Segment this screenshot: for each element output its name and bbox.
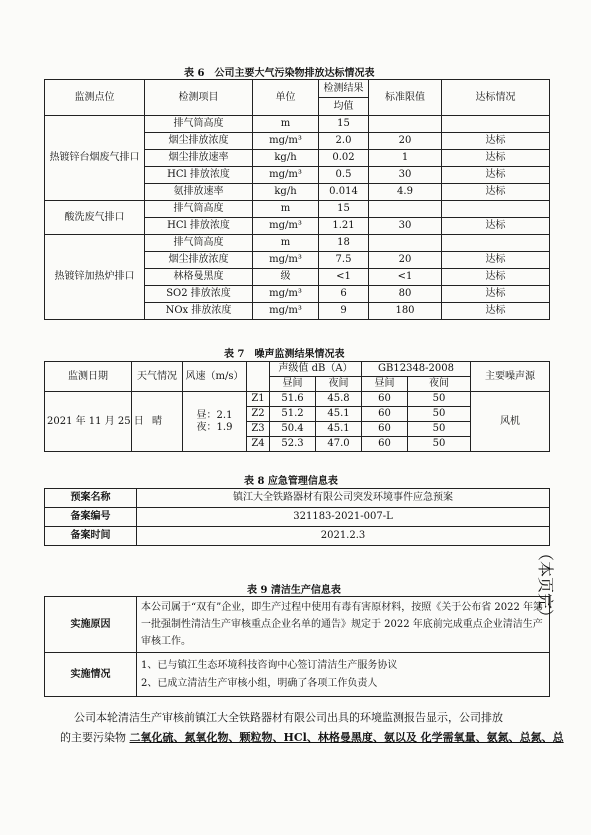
t7-h-std-night: 夜间: [408, 377, 471, 392]
t7-level-night: 47.0: [316, 437, 362, 452]
t6-value: 18: [319, 235, 369, 252]
th-mean: 均值: [319, 98, 369, 116]
t7-level-night: 45.1: [316, 407, 362, 422]
t6-limit: 30: [369, 167, 442, 184]
t9-status-1: 1、已与镇江生态环境科技咨询中心签订清洁生产服务协议: [141, 659, 398, 671]
t6-item: 林格曼黑度: [145, 269, 253, 286]
t7-h-date: 监测日期: [45, 362, 132, 392]
t8-value: 2021.2.3: [137, 527, 550, 546]
t7-h-level: 声级值 dB（A）: [270, 362, 362, 377]
t6-status: 达标: [442, 133, 550, 150]
t7-h-day: 昼间: [270, 377, 316, 392]
side-handwritten-note: （本页完）: [536, 545, 555, 626]
t7-point: Z3: [247, 422, 270, 437]
t7-h-std-day: 昼间: [362, 377, 408, 392]
th-location: 监测点位: [45, 80, 145, 116]
th-limit: 标准限值: [369, 80, 442, 116]
t6-item: 排气筒高度: [145, 235, 253, 252]
table6-caption: 表 6 公司主要大气污染物排放达标情况表: [184, 68, 375, 79]
para-line-2-b: 二氧化硫、氮氧化物、颗粒物、HCl、林格曼黑度、氨以及 化学需氧量、氨氮、总氮、总: [129, 731, 564, 744]
t6-status: 达标: [442, 184, 550, 201]
table9-caption: 表 9 清洁生产信息表: [247, 585, 341, 596]
t6-item: HCl 排放浓度: [145, 218, 253, 235]
t6-item: 烟尘排放浓度: [145, 133, 253, 150]
t6-item: 排气筒高度: [145, 201, 253, 218]
t6-item: 氨排放速率: [145, 184, 253, 201]
table7: [44, 361, 550, 452]
t6-value: 15: [319, 116, 369, 133]
t6-value: 7.5: [319, 252, 369, 269]
t6-unit: mg/m³: [253, 252, 319, 269]
t7-std-day: 60: [362, 407, 408, 422]
t7-level-night: 45.1: [316, 422, 362, 437]
t7-std-day: 60: [362, 437, 408, 452]
para-line-1: 公司本轮清洁生产审核前镇江大全铁路器材有限公司出具的环境监测报告显示，公司排放: [74, 711, 503, 724]
t7-wind-night: 夜：1.9: [196, 421, 233, 433]
t6-limit: [369, 116, 442, 133]
th-result: 检测结果: [319, 80, 369, 98]
body-paragraph: [60, 708, 564, 748]
t7-std-night: 50: [408, 422, 471, 437]
t7-std-day: 60: [362, 422, 408, 437]
t7-date: 2021 年 11 月 25 日: [45, 392, 132, 452]
th-unit: 单位: [253, 80, 319, 116]
t6-location-group3: 热镀锌加热炉排口: [45, 235, 145, 320]
t8-row: [45, 508, 550, 527]
t6-unit: kg/h: [253, 150, 319, 167]
t6-limit: 20: [369, 252, 442, 269]
t8-row: [45, 527, 550, 546]
t9-status-2: 2、已成立清洁生产审核小组，明确了各项工作负责人: [141, 677, 378, 689]
t7-level-day: 51.2: [270, 407, 316, 422]
para-line-2: [60, 728, 564, 748]
t6-value: 6: [319, 286, 369, 303]
t6-limit: 80: [369, 286, 442, 303]
para-line-2-a: 的主要污染物: [60, 731, 126, 744]
t7-h-std: GB12348-2008: [362, 362, 471, 377]
t9-reason-text: 本公司属于“双有”企业，即生产过程中使用有毒有害原材料，按照《关于公布省 2022 年第一批强制性清洁生产审核重点企业名单的通告》规定于 2022 年底前完成重点企业清洁生产审核工作。: [137, 597, 550, 653]
t6-row: [45, 201, 550, 218]
t6-location-group2: 酸洗废气排口: [45, 201, 145, 235]
t6-value: 0.014: [319, 184, 369, 201]
t7-h-night: 夜间: [316, 377, 362, 392]
t6-unit: kg/h: [253, 184, 319, 201]
t8-value: 镇江大全铁路器材有限公司突发环境事件应急预案: [137, 489, 550, 508]
t6-status: 达标: [442, 150, 550, 167]
t6-limit: [369, 201, 442, 218]
t6-item: HCl 排放浓度: [145, 167, 253, 184]
t6-status: [442, 201, 550, 218]
t7-point: Z2: [247, 407, 270, 422]
t7-h-point: [247, 362, 270, 392]
t6-limit: 4.9: [369, 184, 442, 201]
t9-status-label: 实施情况: [45, 653, 137, 697]
table8: [44, 488, 550, 546]
t6-status: [442, 235, 550, 252]
t6-status: 达标: [442, 269, 550, 286]
table7-caption: 表 7 噪声监测结果情况表: [224, 349, 345, 360]
t7-std-day: 60: [362, 392, 408, 407]
t6-item: 烟尘排放浓度: [145, 252, 253, 269]
t7-level-day: 52.3: [270, 437, 316, 452]
t6-limit: 20: [369, 133, 442, 150]
t6-limit: [369, 235, 442, 252]
t8-label: 预案名称: [45, 489, 137, 508]
t6-unit: mg/m³: [253, 167, 319, 184]
t7-level-night: 45.8: [316, 392, 362, 407]
t6-unit: mg/m³: [253, 218, 319, 235]
t6-status: 达标: [442, 252, 550, 269]
t8-row: [45, 489, 550, 508]
t6-value: 15: [319, 201, 369, 218]
t6-unit: mg/m³: [253, 286, 319, 303]
t7-h-wind: 风速（m/s）: [183, 362, 247, 392]
t6-row: [45, 235, 550, 252]
t9-reason-label: 实施原因: [45, 597, 137, 653]
t7-h-source: 主要噪声源: [471, 362, 550, 392]
t6-value: 2.0: [319, 133, 369, 150]
t6-unit: mg/m³: [253, 303, 319, 320]
t7-point: Z1: [247, 392, 270, 407]
t7-source: 风机: [471, 392, 550, 452]
t6-limit: 1: [369, 150, 442, 167]
t6-status: 达标: [442, 167, 550, 184]
table6: [44, 79, 550, 320]
t8-label: 备案编号: [45, 508, 137, 527]
t6-limit: <1: [369, 269, 442, 286]
t6-unit: mg/m³: [253, 133, 319, 150]
th-status: 达标情况: [442, 80, 550, 116]
t9-status-text: [137, 653, 550, 697]
t7-level-day: 50.4: [270, 422, 316, 437]
t6-value: 9: [319, 303, 369, 320]
t6-item: 烟尘排放速率: [145, 150, 253, 167]
th-item: 检测项目: [145, 80, 253, 116]
t6-unit: 级: [253, 269, 319, 286]
t6-unit: m: [253, 201, 319, 218]
t7-std-night: 50: [408, 437, 471, 452]
t6-status: 达标: [442, 218, 550, 235]
t7-std-night: 50: [408, 392, 471, 407]
t7-level-day: 51.6: [270, 392, 316, 407]
t6-limit: 180: [369, 303, 442, 320]
t6-location-group1: 热镀锌台烟废气排口: [45, 116, 145, 201]
table8-caption: 表 8 应急管理信息表: [244, 476, 338, 487]
t6-value: 0.5: [319, 167, 369, 184]
t7-wind-day: 昼：2.1: [196, 409, 233, 421]
t6-value: 0.02: [319, 150, 369, 167]
t6-status: [442, 116, 550, 133]
t8-label: 备案时间: [45, 527, 137, 546]
t7-weather: 晴: [132, 392, 183, 452]
t8-value: 321183-2021-007-L: [137, 508, 550, 527]
t6-value: <1: [319, 269, 369, 286]
t7-std-night: 50: [408, 407, 471, 422]
t6-status: 达标: [442, 303, 550, 320]
t7-row: [45, 392, 550, 407]
t6-value: 1.21: [319, 218, 369, 235]
t7-h-weather: 天气情况: [132, 362, 183, 392]
table9: [44, 596, 550, 697]
t6-unit: m: [253, 235, 319, 252]
t6-row: [45, 116, 550, 133]
t6-unit: m: [253, 116, 319, 133]
t6-item: SO2 排放浓度: [145, 286, 253, 303]
t6-item: NOx 排放浓度: [145, 303, 253, 320]
t6-item: 排气筒高度: [145, 116, 253, 133]
t6-limit: 30: [369, 218, 442, 235]
t6-status: 达标: [442, 286, 550, 303]
t7-wind: [183, 392, 247, 452]
t7-point: Z4: [247, 437, 270, 452]
